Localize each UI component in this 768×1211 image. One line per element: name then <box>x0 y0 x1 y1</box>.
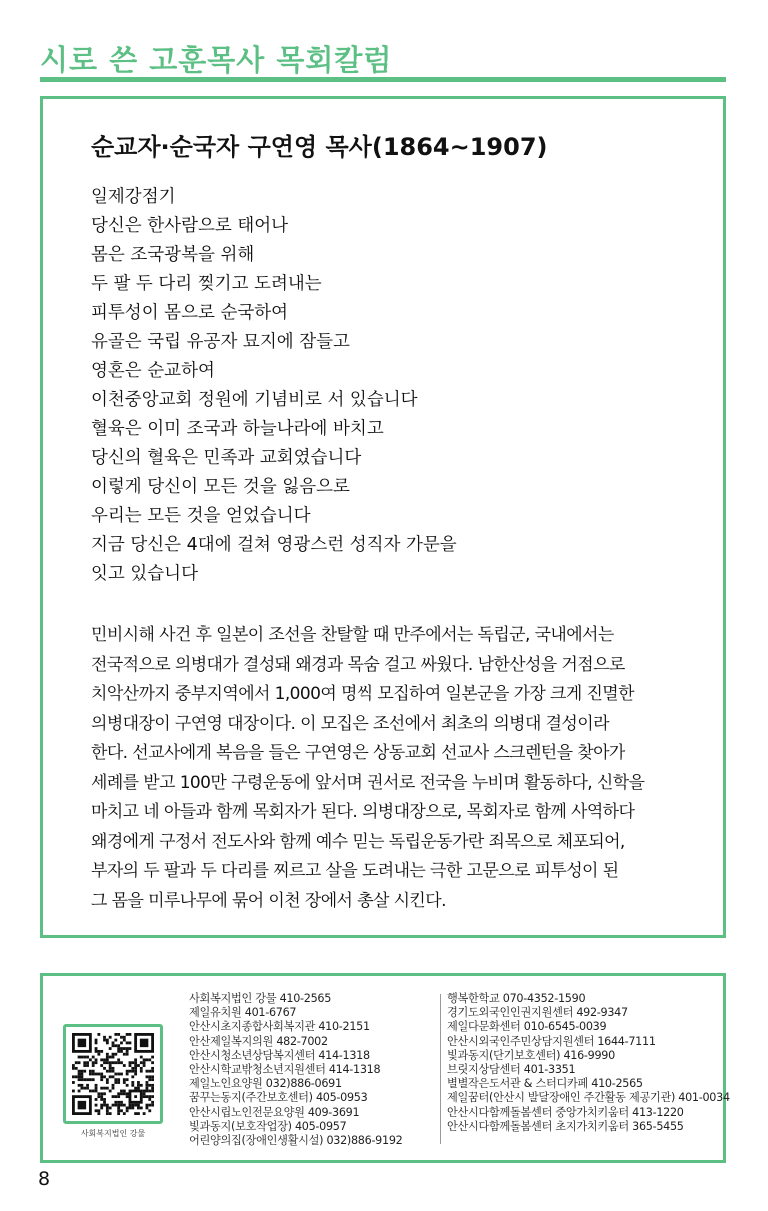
qr-frame <box>63 1024 163 1124</box>
prose-line: 의병대장이 구연영 대장이다. 이 모집은 조선에서 최초의 의병대 결성이라 <box>91 713 609 734</box>
contact-item: 안산시립노인전문요양원 409-3691 <box>189 1105 360 1119</box>
contact-item: 별별작은도서관 & 스터디카페 410-2565 <box>447 1077 643 1091</box>
prose-line: 전국적으로 의병대가 결성돼 왜경과 목숨 걸고 싸웠다. 남한산성을 거점으로 <box>91 654 625 675</box>
contact-item: 안산시청소년상담복지센터 414-1318 <box>189 1048 370 1062</box>
contact-item: 안산시학교밖청소년지원센터 414-1318 <box>189 1062 381 1076</box>
poem-line: 두 팔 두 다리 찢기고 도려내는 <box>91 274 322 294</box>
contacts-left <box>189 992 402 1148</box>
poem-line: 몸은 조국광복을 위해 <box>91 245 255 265</box>
poem-line: 이렇게 당신이 모든 것을 잃음으로 <box>91 477 350 497</box>
contact-item: 안산시외국인주민상담지원센터 1644-7111 <box>447 1034 656 1048</box>
contact-item: 안산시다함께돌봄센터 중앙가치키움터 413-1220 <box>447 1105 684 1119</box>
contact-item: 제일꿈터(안산시 발달장애인 주간활동 제공기관) 401-0034 <box>447 1091 730 1105</box>
contact-item: 제일노인요양원 032)886-0691 <box>189 1077 342 1091</box>
contact-item: 빛과동지(보호작업장) 405-0957 <box>189 1119 347 1133</box>
contact-item: 브릿지상담센터 401-3351 <box>447 1062 576 1076</box>
poem-line: 지금 당신은 4대에 걸쳐 영광스런 성직자 가문을 <box>91 535 457 555</box>
contact-item: 안산시초지종합사회복지관 410-2151 <box>189 1020 370 1034</box>
prose-line: 치악산까지 중부지역에서 1,000여 명씩 모집하여 일본군을 가장 크게 진멸한 <box>91 684 634 704</box>
qr-caption: 사회복지법인 강물 <box>80 1129 146 1138</box>
poem-line: 피투성이 몸으로 순국하여 <box>91 303 289 323</box>
prose-line: 한다. 선교사에게 복음을 들은 구연영은 상동교회 선교사 스크렌턴을 찾아가 <box>91 743 625 763</box>
contact-item: 행복한학교 070-4352-1590 <box>447 992 586 1005</box>
poem-line: 이천중앙교회 정원에 기념비로 서 있습니다 <box>91 390 418 410</box>
contact-item: 사회복지법인 강물 410-2565 <box>189 992 332 1005</box>
prose-line: 민비시해 사건 후 일본이 조선을 찬탈할 때 만주에서는 독립군, 국내에서는 <box>91 625 614 645</box>
contact-item: 안산제일복지의원 482-7002 <box>189 1034 328 1048</box>
poem-line: 우리는 모든 것을 얻었습니다 <box>91 506 311 526</box>
prose-line: 그 몸을 미루나무에 묶어 이천 장에서 총살 시킨다. <box>91 890 446 911</box>
contacts-divider <box>440 994 441 1144</box>
contact-item: 경기도외국인인권지원센터 492-9347 <box>447 1006 628 1020</box>
article-box <box>40 96 726 938</box>
contact-item: 안산시다함께돌봄센터 초지가치키움터 365-5455 <box>447 1119 684 1133</box>
poem-line: 당신의 혈육은 민족과 교회였습니다 <box>91 448 362 468</box>
contact-item: 빛과동지(단기보호센터) 416-9990 <box>447 1048 615 1062</box>
page-number: 8 <box>38 1168 51 1190</box>
poem-line: 일제강점기 <box>91 187 176 207</box>
header-rule <box>40 77 726 82</box>
contact-item: 어린양의집(장애인생활시설) 032)886-9192 <box>189 1133 403 1147</box>
header-title: 시로 쓴 고훈목사 목회칼럼 <box>40 43 393 77</box>
qr-area <box>43 976 183 1160</box>
poem-line: 유골은 국립 유공자 묘지에 잠들고 <box>91 332 350 352</box>
contact-item: 제일다문화센터 010-6545-0039 <box>447 1020 607 1034</box>
prose-line: 세례를 받고 100만 구령운동에 앞서며 권서로 전국을 누비며 활동하다, 신학을 <box>91 772 645 793</box>
contact-item: 꿈꾸는동지(주간보호센터) 405-0953 <box>189 1091 368 1105</box>
qr-code-icon <box>72 1033 154 1115</box>
contact-item: 제일유치원 401-6767 <box>189 1006 297 1020</box>
prose-line: 왜경에게 구정서 전도사와 함께 예수 믿는 독립운동가란 죄목으로 체포되어, <box>91 831 625 852</box>
poem-line: 잇고 있습니다 <box>91 564 198 584</box>
poem-line: 혈육은 이미 조국과 하늘나라에 바치고 <box>91 419 384 439</box>
prose-line: 부자의 두 팔과 두 다리를 찌르고 살을 도려내는 극한 고문으로 피투성이 된 <box>91 861 619 881</box>
contacts-right <box>447 992 730 1134</box>
article-title: 순교자·순국자 구연영 목사(1864~1907) <box>91 133 548 161</box>
prose-line: 마치고 네 아들과 함께 목회자가 된다. 의병대장으로, 목회자로 함께 사역하다 <box>91 802 635 822</box>
footer-box <box>40 973 730 1163</box>
prose <box>91 621 701 916</box>
poem <box>91 183 457 589</box>
poem-line: 당신은 한사람으로 태어나 <box>91 216 289 236</box>
poem-line: 영혼은 순교하여 <box>91 361 215 381</box>
